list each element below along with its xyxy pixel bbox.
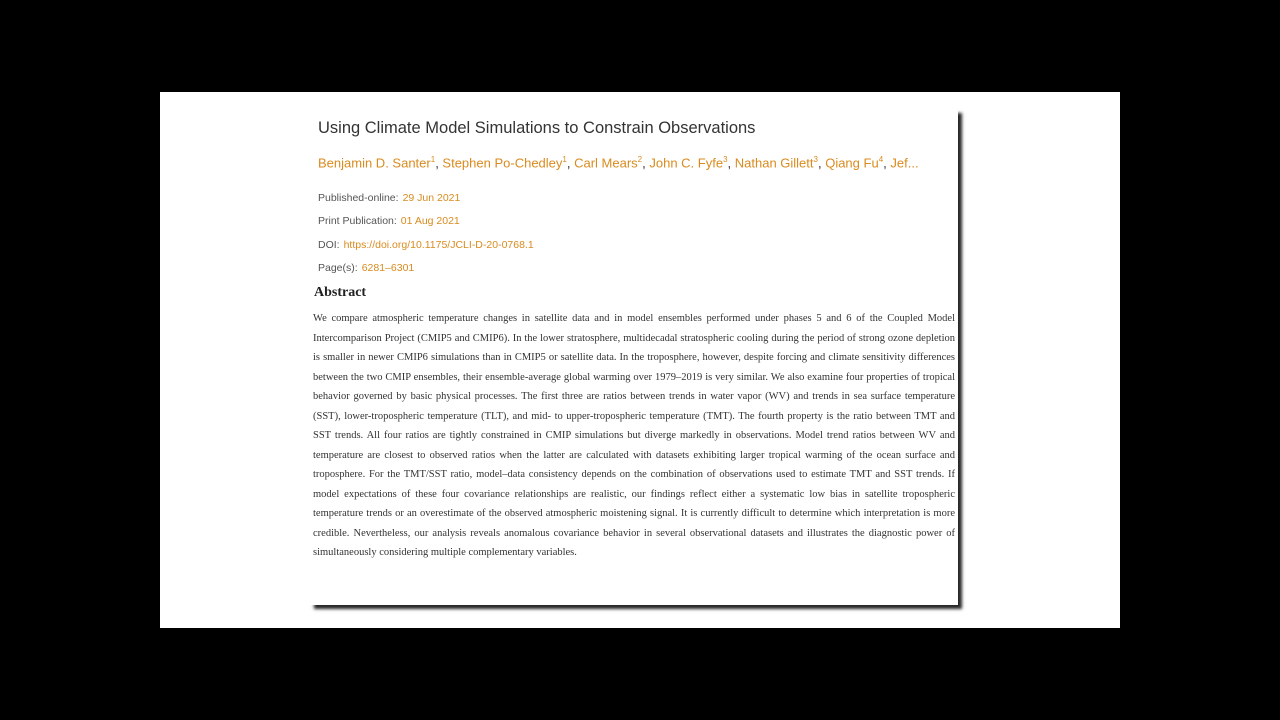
pages-row xyxy=(318,262,414,274)
published-online-row xyxy=(318,192,460,204)
author-separator: , xyxy=(642,155,650,171)
author-link[interactable]: Nathan Gillett xyxy=(734,155,814,171)
author-affiliation: 4 xyxy=(878,155,884,164)
abstract-heading: Abstract xyxy=(314,285,367,300)
author-affiliation: 1 xyxy=(430,155,436,164)
author-link[interactable]: Carl Mears xyxy=(574,155,638,171)
author-affiliation: 3 xyxy=(813,155,818,164)
author-link[interactable]: John C. Fyfe xyxy=(649,155,724,171)
author-link[interactable]: Stephen Po-Chedley xyxy=(442,155,563,171)
published-online-value: 29 Jun 2021 xyxy=(402,192,461,204)
print-publication-label: Print Publication: xyxy=(318,215,397,227)
author-link[interactable]: Qiang Fu xyxy=(825,155,879,171)
author-link-truncated[interactable]: Jef... xyxy=(890,155,919,171)
print-publication-row xyxy=(318,215,460,227)
author-link[interactable]: Benjamin D. Santer xyxy=(318,155,431,171)
doi-row xyxy=(318,239,534,251)
author-list xyxy=(318,155,958,170)
author-separator: , xyxy=(883,155,891,171)
abstract-text: We compare atmospheric temperature changes in satellite data and in model ensembles performed under phases 5 and 6 of the Coupled Model Intercomparison Project (CMIP5 and CMIP6). In the lower stratosphere, multidecadal stratospheric cooling during the period of strong ozone depletion is smaller in newer CMIP6 simulations than in CMIP5 or satellite data. In the troposphere, however, despite forcing and climate sensitivity differences between the two CMIP ensembles, their ensemble-average global warming over 1979–2019 is very similar. We also examine four properties of tropical behavior governed by basic physical processes. The first three are ratios between trends in water vapor (WV) and trends in sea surface temperature (SST), lower-tropospheric temperature (TLT), and mid- to upper-tropospheric temperature (TMT). The fourth property is the ratio between TMT and SST trends. All four ratios are tightly constrained in CMIP simulations but diverge markedly in observations. Model trend ratios between WV and temperature are closest to observed ratios when the latter are calculated with datasets exhibiting larger tropical warming of the ocean surface and troposphere. For the TMT/SST ratio, model–data consistency depends on the combination of observations used to estimate TMT and SST trends. If model expectations of these four covariance relationships are realistic, our findings reflect either a systematic low bias in satellite tropospheric temperature trends or an overestimate of the observed atmospheric moistening signal. It is currently difficult to determine which interpretation is more credible. Nevertheless, our analysis reveals anomalous covariance behavior in several observational datasets and illustrates the diagnostic power of simultaneously considering multiple complementary variables. xyxy=(313,313,955,558)
article-title: Using Climate Model Simulations to Constrain Observations xyxy=(318,119,756,137)
screenshot-frame xyxy=(160,92,1120,628)
print-publication-value: 01 Aug 2021 xyxy=(400,215,460,227)
author-separator: , xyxy=(435,155,443,171)
article-card xyxy=(310,109,958,605)
doi-label: DOI: xyxy=(318,239,340,251)
author-separator: , xyxy=(727,155,735,171)
published-online-label: Published-online: xyxy=(318,192,399,204)
author-affiliation: 3 xyxy=(723,155,728,164)
author-affiliation: 2 xyxy=(637,155,643,164)
author-separator: , xyxy=(566,155,575,171)
pages-value: 6281–6301 xyxy=(361,262,415,274)
pages-label: Page(s): xyxy=(318,262,358,274)
author-affiliation: 1 xyxy=(562,155,567,164)
author-separator: , xyxy=(817,155,826,171)
doi-link[interactable]: https://doi.org/10.1175/JCLI-D-20-0768.1 xyxy=(343,239,534,251)
